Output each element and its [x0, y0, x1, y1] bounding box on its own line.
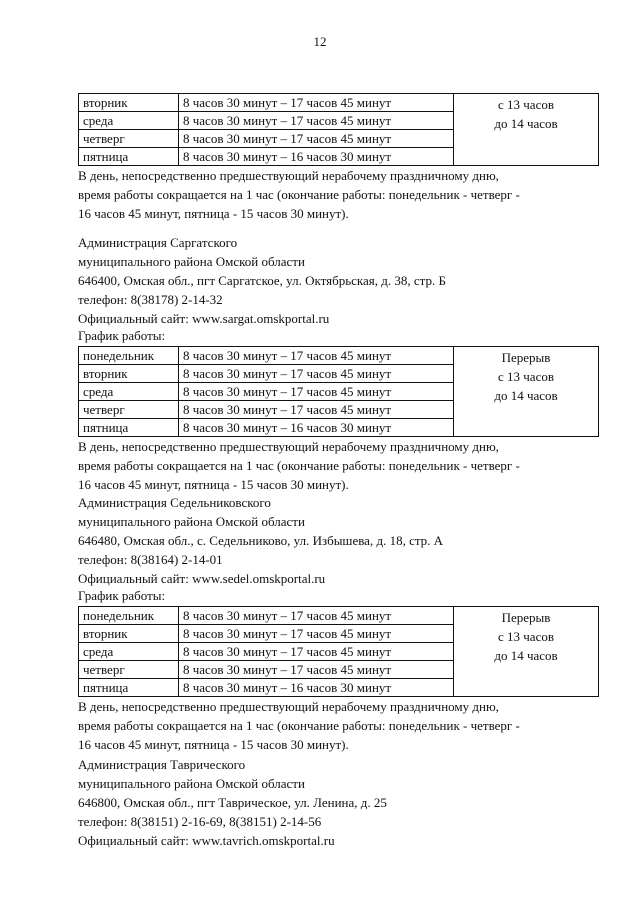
note-line: В день, непосредственно предшествующий нерабочему праздничному дню,	[78, 168, 499, 183]
note-line: 16 часов 45 минут, пятница - 15 часов 30 минут).	[78, 477, 349, 492]
org-site: Официальный сайт: www.sargat.omskportal.ru	[78, 311, 330, 326]
table-row	[79, 94, 599, 112]
break-cell	[454, 607, 599, 697]
note-line: 16 часов 45 минут, пятница - 15 часов 30 минут).	[78, 206, 349, 221]
schedule-table	[78, 346, 599, 437]
page-number: 12	[313, 34, 327, 49]
day-cell: среда	[79, 112, 179, 130]
org-name: Администрация Таврического	[78, 757, 246, 772]
shortened-day-note	[78, 697, 598, 754]
day-cell: пятница	[79, 148, 179, 166]
org-name: Администрация Саргатского	[78, 235, 238, 250]
hours-cell: 8 часов 30 минут – 17 часов 45 минут	[179, 401, 454, 419]
hours-cell: 8 часов 30 минут – 17 часов 45 минут	[179, 94, 454, 112]
hours-cell: 8 часов 30 минут – 16 часов 30 минут	[179, 148, 454, 166]
org-phone: телефон: 8(38164) 2-14-01	[78, 552, 223, 567]
table-row	[79, 347, 599, 365]
day-cell: понедельник	[79, 347, 179, 365]
org-district: муниципального района Омской области	[78, 254, 305, 269]
day-cell: пятница	[79, 679, 179, 697]
org-site: Официальный сайт: www.sedel.omskportal.ru	[78, 571, 326, 586]
break-line: Перерыв	[501, 350, 551, 365]
note-line: время работы сокращается на 1 час (окончание работы: понедельник - четверг -	[78, 187, 520, 202]
hours-cell: 8 часов 30 минут – 17 часов 45 минут	[179, 661, 454, 679]
day-cell: четверг	[79, 401, 179, 419]
hours-cell: 8 часов 30 минут – 16 часов 30 минут	[179, 419, 454, 437]
hours-cell: 8 часов 30 минут – 17 часов 45 минут	[179, 607, 454, 625]
break-line: с 13 часов	[498, 369, 554, 384]
break-line: Перерыв	[501, 610, 551, 625]
hours-cell: 8 часов 30 минут – 17 часов 45 минут	[179, 643, 454, 661]
note-line: 16 часов 45 минут, пятница - 15 часов 30 минут).	[78, 737, 349, 752]
hours-cell: 8 часов 30 минут – 16 часов 30 минут	[179, 679, 454, 697]
hours-cell: 8 часов 30 минут – 17 часов 45 минут	[179, 112, 454, 130]
shortened-day-note	[78, 166, 598, 223]
section-tavrichesky	[78, 755, 598, 850]
hours-cell: 8 часов 30 минут – 17 часов 45 минут	[179, 130, 454, 148]
org-district: муниципального района Омской области	[78, 514, 305, 529]
break-cell	[454, 94, 599, 166]
org-site: Официальный сайт: www.tavrich.omskportal.ru	[78, 833, 335, 848]
break-cell	[454, 347, 599, 437]
day-cell: четверг	[79, 130, 179, 148]
org-district: муниципального района Омской области	[78, 776, 305, 791]
note-line: время работы сокращается на 1 час (окончание работы: понедельник - четверг -	[78, 458, 520, 473]
top-schedule-block	[78, 93, 598, 223]
hours-cell: 8 часов 30 минут – 17 часов 45 минут	[179, 625, 454, 643]
break-line: до 14 часов	[494, 388, 558, 403]
hours-cell: 8 часов 30 минут – 17 часов 45 минут	[179, 383, 454, 401]
note-line: В день, непосредственно предшествующий нерабочему праздничному дню,	[78, 699, 499, 714]
note-line: В день, непосредственно предшествующий нерабочему праздничному дню,	[78, 439, 499, 454]
day-cell: вторник	[79, 365, 179, 383]
day-cell: понедельник	[79, 607, 179, 625]
schedule-table	[78, 93, 599, 166]
section-sedelnikovo	[78, 493, 598, 754]
day-cell: вторник	[79, 625, 179, 643]
section-sargat	[78, 233, 598, 494]
org-phone: телефон: 8(38151) 2-16-69, 8(38151) 2-14-56	[78, 814, 322, 829]
break-line: с 13 часов	[498, 97, 554, 112]
schedule-table	[78, 606, 599, 697]
break-line: с 13 часов	[498, 629, 554, 644]
day-cell: среда	[79, 383, 179, 401]
schedule-label: График работы:	[78, 328, 166, 343]
day-cell: вторник	[79, 94, 179, 112]
table-row	[79, 607, 599, 625]
org-address: 646480, Омская обл., с. Седельниково, ул. Избышева, д. 18, стр. А	[78, 533, 444, 548]
hours-cell: 8 часов 30 минут – 17 часов 45 минут	[179, 347, 454, 365]
schedule-label: График работы:	[78, 588, 166, 603]
org-name: Администрация Седельниковского	[78, 495, 271, 510]
day-cell: среда	[79, 643, 179, 661]
org-phone: телефон: 8(38178) 2-14-32	[78, 292, 223, 307]
day-cell: пятница	[79, 419, 179, 437]
org-address: 646800, Омская обл., пгт Таврическое, ул. Ленина, д. 25	[78, 795, 387, 810]
org-address: 646400, Омская обл., пгт Саргатское, ул. Октябрьская, д. 38, стр. Б	[78, 273, 446, 288]
break-line: до 14 часов	[494, 116, 558, 131]
hours-cell: 8 часов 30 минут – 17 часов 45 минут	[179, 365, 454, 383]
shortened-day-note	[78, 437, 598, 494]
break-line: до 14 часов	[494, 648, 558, 663]
note-line: время работы сокращается на 1 час (окончание работы: понедельник - четверг -	[78, 718, 520, 733]
day-cell: четверг	[79, 661, 179, 679]
